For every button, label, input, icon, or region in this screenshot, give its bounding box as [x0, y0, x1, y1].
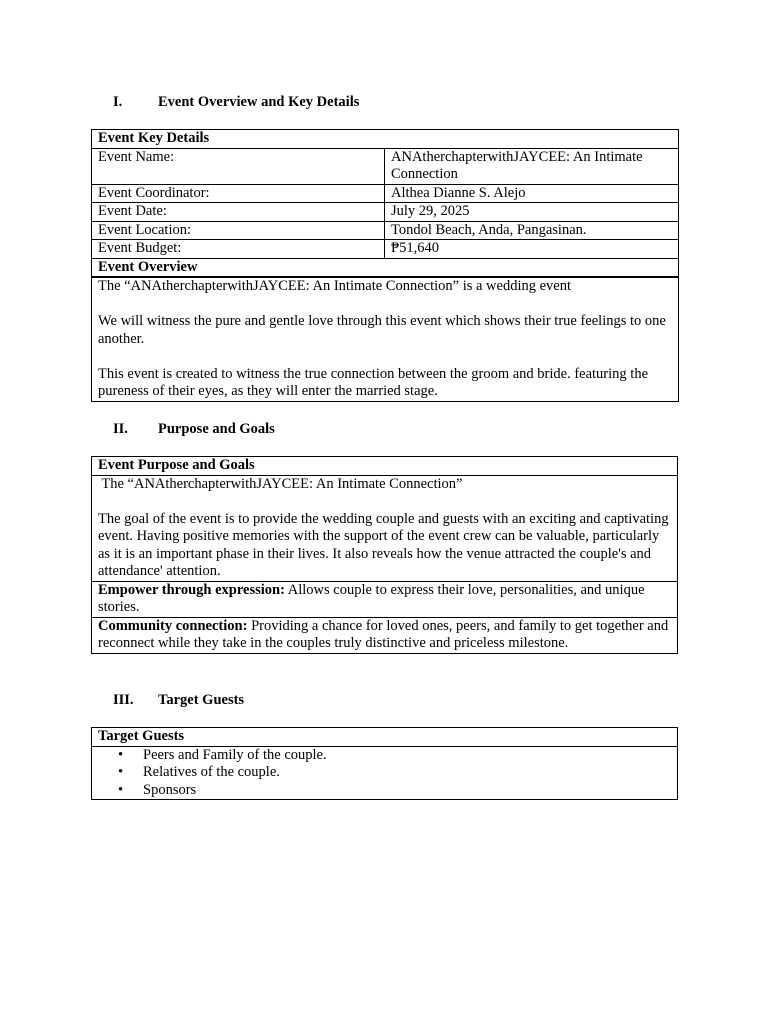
table-row: [92, 148, 679, 184]
purpose-intro: The “ANAtherchapterwithJAYCEE: An Intimate Connection”: [98, 475, 463, 492]
detail-value: Althea Dianne S. Alejo: [385, 184, 679, 203]
section-heading-purpose: [113, 421, 275, 439]
table-row: [92, 475, 678, 581]
bullet-icon: •: [118, 764, 124, 780]
table-header-row: [92, 457, 678, 476]
detail-label: Event Location:: [92, 221, 385, 240]
guests-header: Target Guests: [92, 728, 678, 747]
section-title: Purpose and Goals: [158, 421, 275, 437]
table-header-row: [92, 728, 678, 747]
guest-text: Sponsors: [143, 781, 197, 798]
overview-body: [92, 277, 679, 401]
section-title: Target Guests: [158, 692, 245, 708]
purpose-header: Event Purpose and Goals: [92, 457, 678, 476]
bullet-icon: •: [118, 746, 124, 763]
table-row: [92, 617, 678, 653]
table-row: [92, 221, 679, 240]
purpose-point: [92, 581, 678, 617]
key-details-table: [91, 129, 679, 402]
purpose-body: [92, 475, 678, 581]
detail-value: July 29, 2025: [385, 203, 679, 222]
list-item: [118, 764, 671, 782]
purpose-table: [91, 456, 678, 654]
section-title: Event Overview and Key Details: [158, 94, 360, 110]
detail-label: Event Coordinator:: [92, 184, 385, 203]
purpose-goal: The goal of the event is to provide the wedding couple and guests with an exciting and captivating event. Having positive memories with the support of the event crew can be valuable, particularly as it is an important phase in their lives. It also reveals how the venue attracted the couple's and attendance' attention.: [98, 510, 669, 579]
overview-paragraph: The “ANAtherchapterwithJAYCEE: An Intimate Connection” is a wedding event: [98, 278, 572, 294]
overview-paragraph: This event is created to witness the true connection between the groom and bride. featuring the pureness of their eyes, as they will enter the married stage.: [98, 365, 649, 399]
list-item: [118, 781, 671, 800]
detail-value: Tondol Beach, Anda, Pangasinan.: [385, 221, 679, 240]
guests-table: [91, 727, 678, 800]
point-text: Providing a chance for loved ones, peers, and family to get together and reconnect while they take in the couples truly distinctive and priceless milestone.: [98, 617, 669, 651]
detail-label: Event Date:: [92, 203, 385, 222]
overview-paragraph: We will witness the pure and gentle love through this event which shows their true feelings to one another.: [98, 313, 666, 347]
section-number: III.: [113, 692, 134, 708]
detail-label: Event Name:: [92, 148, 385, 184]
guest-list: [98, 747, 671, 800]
key-details-header: Event Key Details: [92, 130, 679, 149]
table-row: [92, 203, 679, 222]
table-row: [92, 581, 678, 617]
table-row: [92, 746, 678, 800]
section-heading-guests: [113, 692, 244, 710]
table-row: [92, 277, 679, 401]
point-title: Community connection:: [98, 617, 248, 634]
section-heading-overview: [113, 94, 359, 112]
section-number: I.: [113, 94, 123, 110]
table-row: [92, 184, 679, 203]
guest-text: Peers and Family of the couple.: [143, 746, 327, 763]
point-text: Allows couple to express their love, personalities, and unique stories.: [98, 581, 645, 615]
table-header-row: [92, 258, 679, 277]
detail-value: ₱51,640: [385, 240, 679, 259]
list-item: [118, 746, 671, 765]
purpose-point: [92, 617, 678, 653]
point-title: Empower through expression:: [98, 581, 285, 598]
table-row: [92, 240, 679, 259]
section-number: II.: [113, 421, 128, 437]
bullet-icon: •: [118, 781, 124, 798]
overview-header: Event Overview: [92, 258, 679, 277]
table-header-row: [92, 130, 679, 149]
detail-label: Event Budget:: [92, 240, 385, 259]
guest-text: Relatives of the couple.: [143, 764, 280, 780]
guests-body: [92, 746, 678, 800]
detail-value: ANAtherchapterwithJAYCEE: An Intimate Connection: [385, 148, 679, 184]
